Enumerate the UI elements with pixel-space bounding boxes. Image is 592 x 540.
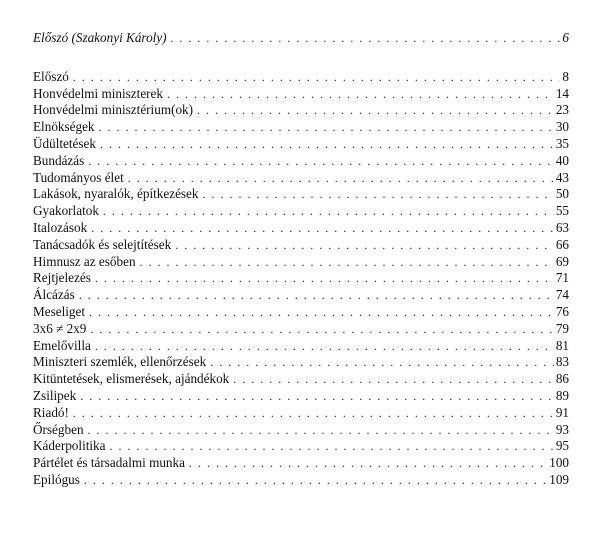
toc-entry-page: 66	[555, 236, 569, 252]
dot-leader	[95, 338, 554, 355]
toc-entry-page: 74	[555, 287, 569, 303]
toc-entry-title: Epilógus	[33, 471, 80, 487]
toc-entry	[33, 338, 569, 355]
toc-entry-title: Emelővilla	[33, 337, 91, 353]
toc-entry	[33, 405, 569, 422]
toc-entry-page: 14	[555, 85, 569, 101]
dot-leader	[88, 422, 554, 439]
toc-entry-title: Honvédelmi miniszterek	[33, 85, 164, 101]
dot-leader	[128, 170, 554, 187]
toc-entry	[33, 170, 569, 187]
toc-entry-page: 83	[555, 354, 569, 370]
toc-entry-title: Honvédelmi minisztérium(ok)	[33, 102, 194, 118]
toc-entry-page: 81	[555, 337, 569, 353]
toc-entry	[33, 354, 569, 371]
dot-leader	[80, 388, 554, 405]
dot-leader	[167, 86, 554, 103]
dot-leader	[73, 69, 561, 86]
toc-entry-page: 69	[555, 253, 569, 269]
toc-entry-title: Tanácsadók és selejtítések	[33, 236, 172, 252]
dot-leader	[171, 30, 561, 47]
dot-leader	[175, 237, 554, 254]
toc-entry-page: 50	[555, 186, 569, 202]
toc-entry-title: Őrségben	[33, 421, 84, 437]
dot-leader	[91, 220, 554, 237]
dot-leader	[88, 153, 554, 170]
toc-entry-title: Kitüntetések, elismerések, ajándékok	[33, 371, 230, 387]
toc-entry	[33, 119, 569, 136]
toc-entry-page: 79	[555, 320, 569, 336]
toc-entry-title: Bundázás	[33, 152, 85, 168]
dot-leader	[233, 371, 554, 388]
toc-entry-title: Zsilipek	[33, 387, 77, 403]
toc-entry-title: Előszó (Szakonyi Károly)	[33, 30, 167, 45]
toc-entry	[33, 254, 569, 271]
toc-entry-title: Üdültetések	[33, 135, 96, 151]
toc-entry-title: Lakások, nyaralók, építkezések	[33, 186, 199, 202]
toc-entry-page: 43	[555, 169, 569, 185]
toc-entry	[33, 186, 569, 203]
toc-entry	[33, 220, 569, 237]
toc-entry	[33, 86, 569, 103]
toc-entry-list	[33, 69, 569, 489]
dot-leader	[79, 287, 554, 304]
toc-entry-title: Álcázás	[33, 287, 75, 303]
toc-entry	[33, 203, 569, 220]
dot-leader	[84, 472, 547, 489]
toc-entry-title: Tudományos élet	[33, 169, 124, 185]
toc-entry-title: Meseliget	[33, 303, 86, 319]
toc-entry	[33, 472, 569, 489]
toc-entry-page: 95	[555, 438, 569, 454]
toc-entry-page: 30	[555, 119, 569, 135]
toc-entry-page: 23	[555, 102, 569, 118]
dot-leader	[73, 405, 554, 422]
toc-entry	[33, 287, 569, 304]
toc-entry	[33, 371, 569, 388]
toc-entry	[33, 69, 569, 86]
dot-leader	[100, 136, 554, 153]
table-of-contents	[33, 30, 569, 489]
toc-entry-title: Rejtjelezés	[33, 270, 91, 286]
toc-entry-page: 71	[555, 270, 569, 286]
toc-entry-page: 63	[555, 219, 569, 235]
dot-leader	[89, 304, 554, 321]
toc-entry	[33, 237, 569, 254]
toc-entry	[33, 455, 569, 472]
dot-leader	[210, 354, 554, 371]
dot-leader	[140, 254, 554, 271]
toc-entry-title: Himnusz az esőben	[33, 253, 136, 269]
dot-leader	[197, 102, 554, 119]
toc-entry-page: 93	[555, 421, 569, 437]
dot-leader	[110, 438, 554, 455]
dot-leader	[203, 186, 554, 203]
toc-entry-page: 91	[555, 404, 569, 420]
toc-entry	[33, 270, 569, 287]
toc-entry	[33, 102, 569, 119]
toc-entry-title: Italozások	[33, 219, 88, 235]
toc-entry	[33, 388, 569, 405]
toc-entry-page: 40	[555, 152, 569, 168]
toc-entry-title: Riadó!	[33, 404, 69, 420]
toc-entry-title: 3x6 ≠ 2x9	[33, 320, 87, 336]
toc-entry-page: 8	[562, 68, 569, 84]
dot-leader	[95, 270, 554, 287]
toc-entry-page: 76	[555, 303, 569, 319]
toc-entry	[33, 304, 569, 321]
dot-leader	[99, 119, 554, 136]
toc-entry-intro	[33, 30, 569, 47]
toc-entry-title: Káderpolitika	[33, 438, 106, 454]
toc-entry-title: Miniszteri szemlék, ellenőrzések	[33, 354, 207, 370]
toc-entry-page: 55	[555, 203, 569, 219]
toc-entry	[33, 136, 569, 153]
dot-leader	[189, 455, 547, 472]
toc-entry-title: Gyakorlatok	[33, 203, 99, 219]
toc-entry	[33, 422, 569, 439]
toc-entry-title: Elnökségek	[33, 119, 95, 135]
dot-leader	[90, 321, 553, 338]
toc-entry-page: 89	[555, 387, 569, 403]
toc-entry-page: 100	[549, 455, 569, 471]
dot-leader	[103, 203, 554, 220]
toc-entry-title: Előszó	[33, 68, 69, 84]
toc-entry	[33, 321, 569, 338]
toc-entry-page: 35	[555, 135, 569, 151]
toc-entry-page: 6	[562, 30, 569, 45]
toc-entry	[33, 438, 569, 455]
toc-entry-page: 109	[549, 471, 569, 487]
toc-entry-title: Pártélet és társadalmi munka	[33, 455, 185, 471]
toc-entry	[33, 153, 569, 170]
toc-entry-page: 86	[555, 371, 569, 387]
